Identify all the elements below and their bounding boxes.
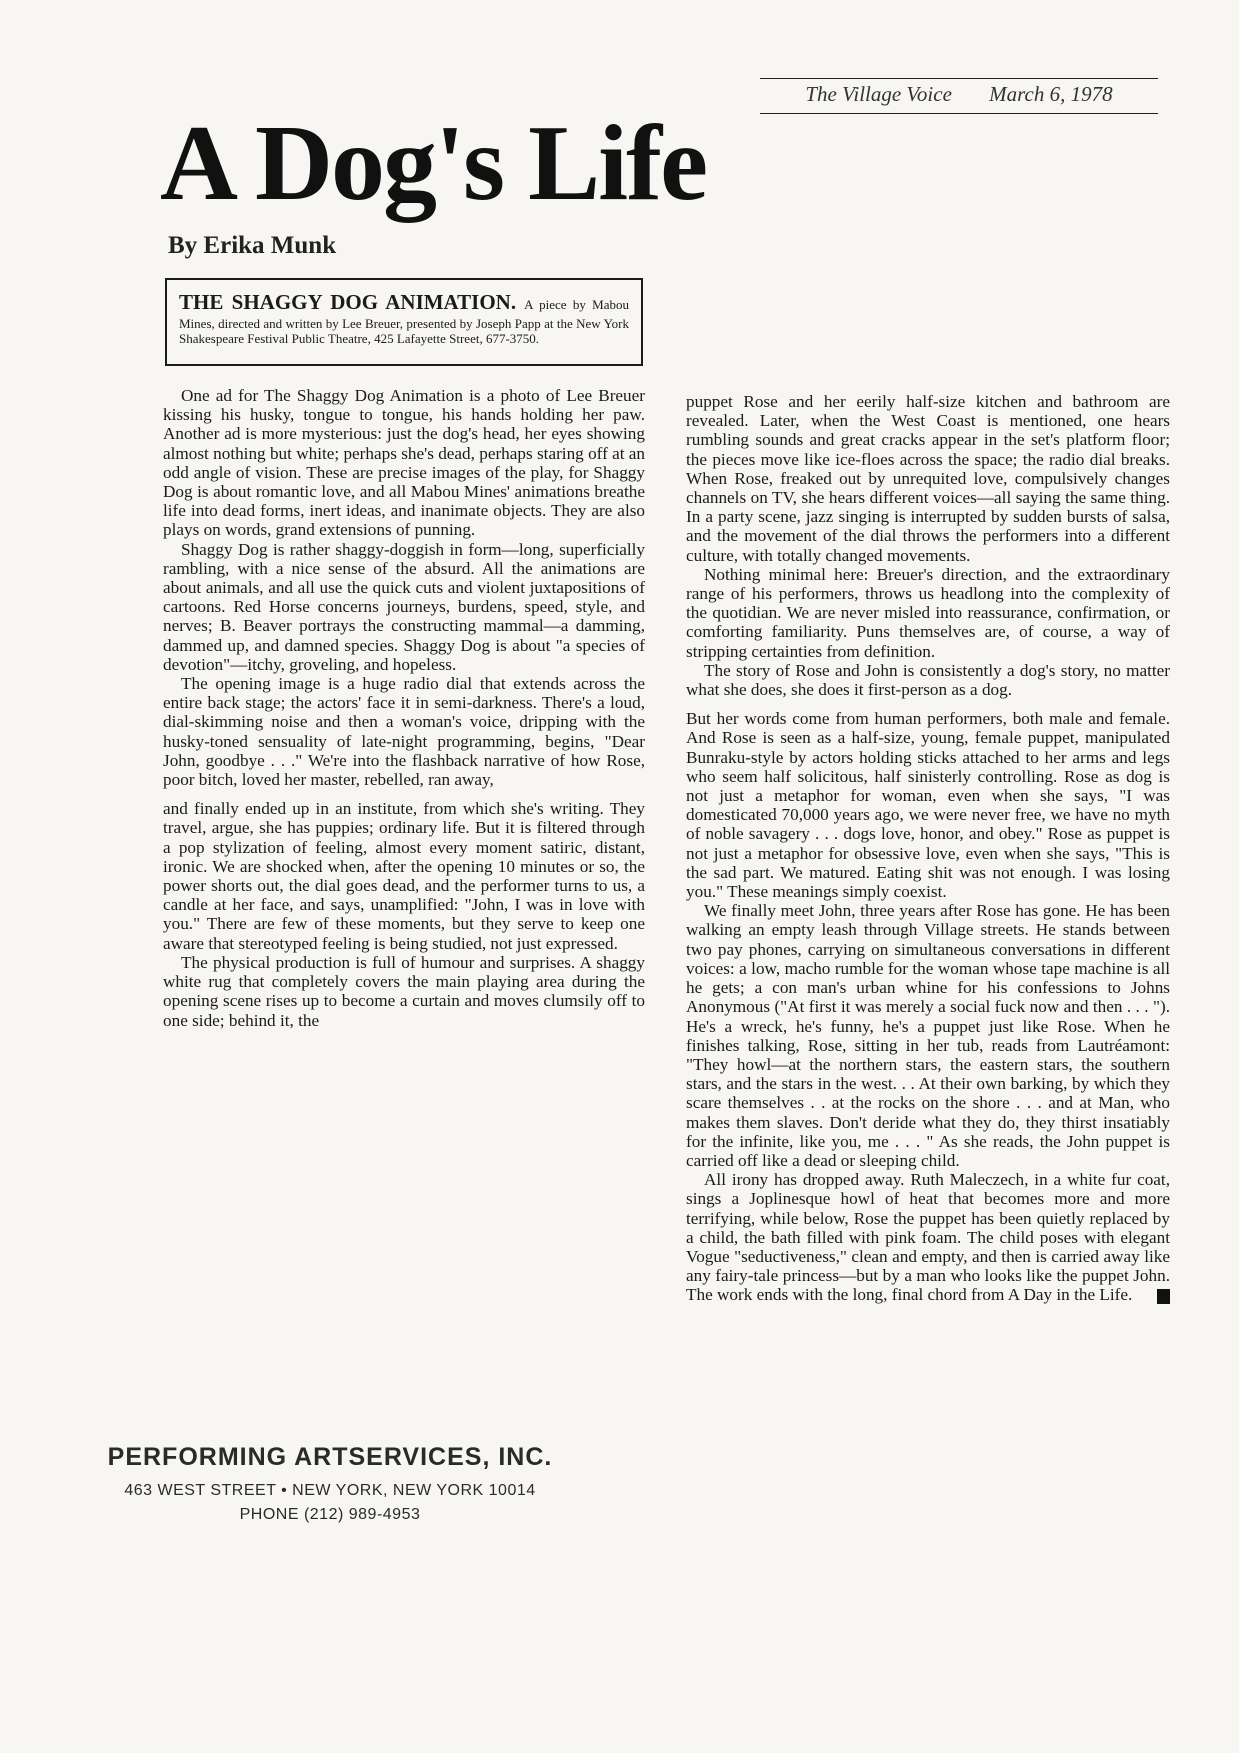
paragraph: The physical production is full of humour and surprises. A shaggy white rug that completely covers the main playing area during the opening scene rises up to become a curtain and moves clumsily off to one side; behind it, the xyxy=(163,952,645,1030)
article-column-left xyxy=(163,386,645,1030)
paragraph: One ad for The Shaggy Dog Animation is a photo of Lee Breuer kissing his husky, tongue to tongue, his hands holding her paw. Another ad is more mysterious: just the dog's head, her eyes showing almost nothing but white; perhaps she's dead, perhaps staring off at an odd angle of vision. These are precise images of the play, for Shaggy Dog is about romantic love, and all Mabou Mines' animations breathe life into dead forms, inert ideas, and inanimate objects. They are also plays on words, grand extensions of punning. xyxy=(163,386,646,540)
byline: By Erika Munk xyxy=(168,232,337,259)
paragraph: The opening image is a huge radio dial that extends across the entire back stage; the actors' face it in semi-darkness. There's a loud, dial-skimming noise and then a woman's voice, dripping with the husky-toned sensuality of late-night programming, begins, "Dear John, goodbye . . ." We're into the flashback narrative of how Rose, poor bitch, loved her master, rebelled, ran away, xyxy=(163,674,645,790)
paragraph-final xyxy=(686,1170,1170,1304)
masthead xyxy=(760,78,1158,114)
company-phone: PHONE (212) 989-4953 xyxy=(239,1506,421,1523)
paragraph: Shaggy Dog is rather shaggy-doggish in form—long, superficially rambling, with a nice sense of the absurd. All the animations are about animals, and all use the quick cuts and violent juxtapositions of cartoons. Red Horse concerns journeys, burdens, speed, style, and nerves; B. Beaver portrays the constructing mammal—a damming, dammed up, and damned species. Shaggy Dog is about "a species of devotion"—itchy, groveling, and hopeless. xyxy=(163,539,645,674)
company-name: PERFORMING ARTSERVICES, INC. xyxy=(107,1443,553,1471)
paragraph: The story of Rose and John is consistently a dog's story, no matter what she does, she does it first-person as a dog. xyxy=(686,660,1170,700)
publication-date: March 6, 1978 xyxy=(989,82,1113,106)
paragraph: puppet Rose and her eerily half-size kitchen and bathroom are revealed. Later, when the West Coast is mentioned, one hears rumbling sounds and great cracks appear in the set's platform floor; the pieces move like ice-floes across the space; the radio dial breaks. When Rose, freaked out by unrequited love, compulsively changes channels on TV, she hears different voices—all saying the same thing. In a party scene, jazz singing is interrupted by sudden bursts of salsa, and the movement of the dial throws the performers into a different culture, with totally changed movements. xyxy=(686,392,1170,565)
company-address: 463 WEST STREET • NEW YORK, NEW YORK 10014 xyxy=(124,1482,536,1499)
letterhead-footer xyxy=(100,1443,560,1524)
production-credits: A piece by Mabou Mines, directed and written by Lee Breuer, presented by Joseph Papp at the New York Shakespeare Festival Public Theatre, 425 Lafayette Street, 677-3750. xyxy=(179,297,630,347)
headline: A Dog's Life xyxy=(160,104,707,223)
end-mark-icon xyxy=(1157,1289,1170,1304)
paragraph: But her words come from human performers, both male and female. And Rose is seen as a half-size, young, female puppet, manipulated Bunraku-style by actors holding sticks attached to her arms and legs who seem half solicitous, half sinisterly controlling. Rose as dog is not just a metaphor for woman, even when she says, "I was domesticated 70,000 years ago, we were never free, we have no myth of noble savagery . . . dogs love, honor, and obey." Rose as puppet is not just a metaphor for obsessive love, even when she says, "This is the sad part. We matured. Eating shit was not enough. I was losing you." These meanings simply coexist. xyxy=(686,709,1170,902)
publication-name: The Village Voice xyxy=(805,82,952,106)
paragraph: Nothing minimal here: Breuer's direction, and the extraordinary range of his performers, throws us headlong into the complexity of the quotidian. We are never misled into reassurance, confirmation, or comforting familiarity. Puns themselves are, of course, a way of stripping certainties from definition. xyxy=(686,564,1170,661)
production-title: THE SHAGGY DOG ANIMATION. xyxy=(179,290,517,314)
article-column-right xyxy=(686,392,1170,1305)
final-paragraph-text: All irony has dropped away. Ruth Maleczech, in a white fur coat, sings a Joplinesque howl of heat that becomes more and more terrifying, while below, Rose the puppet has been quietly replaced by a child, the bath filled with pink foam. The child poses with elegant Vogue "seductiveness," clean and empty, and then is carried away like any fairy-tale princess—but by a man who looks like the puppet John. The work ends with the long, final chord from A Day in the Life. xyxy=(686,1170,1170,1305)
paragraph: and finally ended up in an institute, from which she's writing. They travel, argue, she has puppies; ordinary life. But it is filtered through a pop stylization of feeling, almost every moment satiric, distant, ironic. We are shocked when, after the opening 10 minutes or so, the power shorts out, the dial goes dead, and the performer turns to us, a candle at her face, and says, unamplified: "John, I was in love with you." There are few of these moments, but they serve to keep one aware that stereotyped feeling is being studied, not just expressed. xyxy=(163,799,645,953)
paragraph: We finally meet John, three years after Rose has gone. He has been walking an empty leash through Village streets. He stands between two pay phones, carrying on simultaneous conversations in different voices: a low, macho rumble for the woman whose tape machine is all he gets; a con man's urban whine for his confessions to Johns Anonymous ("At first it was merely a social fuck now and then . . . "). He's a wreck, he's funny, he's a puppet just like Rose. When he finishes talking, Rose, sitting in her tub, reads from Lautréamont: "They howl—at the northern stars, the eastern stars, the southern stars, and the stars in the west. . . At their own barking, by which they scare themselves . . at the rocks on the shore . . . and at Man, who makes them slaves. Don't deride what they do, they thirst insatiably for the infinite, like you, me . . . " As she reads, the John puppet is carried off like a dead or sleeping child. xyxy=(686,901,1170,1170)
production-info-box xyxy=(165,278,643,366)
